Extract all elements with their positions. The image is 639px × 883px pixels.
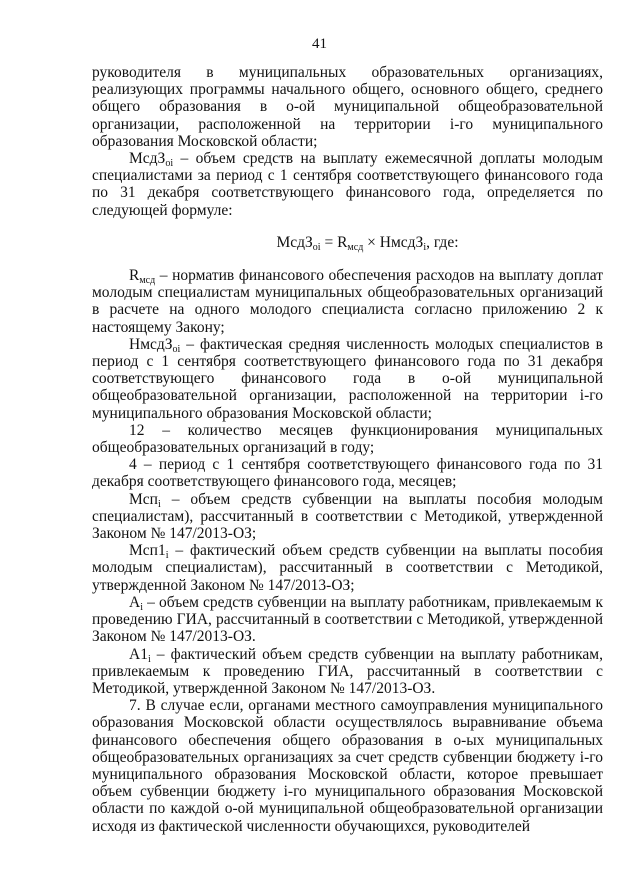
- term: А: [129, 593, 141, 611]
- definition-text: – объем средств субвенции на выплаты пособия молодым специалистам), рассчитанный в соответствии с Методикой, утвержденной Законом № 147/2013-ОЗ;: [92, 490, 603, 543]
- definition-text: – период с 1 сентября соответствующего финансового года по 31 декабря соответствующего финансового года, месяцев;: [92, 456, 603, 491]
- formula-lhs: МсдЗ: [276, 233, 313, 251]
- definitions-list: [92, 267, 603, 697]
- term-subscript: oi: [172, 343, 181, 355]
- term: Мсп: [129, 490, 158, 508]
- definition-text: – норматив финансового обеспечения расходов на выплату доплат молодым специалистам муниципальных общеобразовательных организаций в расчете на одного молодого специалиста согласно приложению 2 к настоящему Закону;: [92, 267, 603, 336]
- formula-mid: × НмсдЗ: [363, 233, 424, 251]
- definition-text: – фактический объем средств субвенции на выплаты пособия молодым специалистам), рассчитанный в соответствии с Методикой, утвержденной Законом № 147/2013-ОЗ;: [92, 542, 603, 594]
- term: 4: [129, 456, 137, 474]
- term: НмсдЗ: [129, 335, 173, 353]
- term-subscript: oi: [165, 158, 174, 170]
- definition-text: – количество месяцев функционирования муниципальных общеобразовательных организаций в году;: [92, 421, 603, 457]
- term-subscript: i: [157, 498, 161, 510]
- definition-text: – фактический объем средств субвенции на выплату работникам, привлекаемым к проведению ГИА, рассчитанный в соответствии с Методикой, утвержденной Законом № 147/2013-ОЗ.: [92, 645, 603, 697]
- formula-eq: = R: [320, 233, 348, 251]
- formula-lhs-subscript: oi: [312, 241, 321, 253]
- term-subscript: мсд: [139, 275, 156, 287]
- term-subscript: i: [140, 601, 143, 613]
- definition-item: [92, 422, 603, 456]
- term: R: [129, 267, 140, 285]
- formula-tail: , где:: [426, 233, 459, 251]
- formula-r-subscript: мсд: [347, 241, 364, 253]
- page-number: 41: [312, 36, 327, 52]
- definition-text: – фактическая средняя численность молодых специалистов в период с 1 сентября соответствующего финансового года по 31 декабря соответствующего финансового года в о-ой муниципальной общеобразовательной организации, расположенной на территории i-го муниципального образования Московской области;: [92, 335, 603, 422]
- definition-text: – объем средств субвенции на выплату работникам, привлекаемым к проведению ГИА, рассчитанный в соответствии с Методикой, утвержденной Законом № 147/2013-ОЗ.: [92, 593, 603, 646]
- definition-item: [92, 456, 603, 490]
- term: А1: [129, 645, 148, 663]
- term: Мсп1: [129, 542, 166, 560]
- definition-text: – объем средств на выплату ежемесячной доплаты молодым специалистами за период с 1 сентября соответствующего финансового года по 31 декабря соответствующего финансового года, определяется по следующей формуле:: [92, 150, 603, 219]
- definition-item: [92, 594, 603, 646]
- formula-mid-subscript: i: [423, 241, 427, 253]
- term-subscript: i: [165, 550, 169, 562]
- paragraph-msdz-definition: [92, 150, 603, 219]
- term: 12: [129, 421, 145, 439]
- term-subscript: i: [147, 653, 151, 665]
- definition-item: [92, 542, 603, 594]
- paragraph-section-7: 7. В случае если, органами местного самоуправления муниципального образования Московской области осуществлялось выравнивание объема финансового обеспечения общего образования в о-ых муниципальных общеобразовательных организациях за счет средств субвенции бюджету i-го муниципального образования Московской области, которое превышает объем субвенции бюджету i-го муниципального образования Московской области по каждой о-ой муниципальной общеобразовательной организации исходя из фактической численности обучающихся, руководителей: [92, 697, 603, 835]
- paragraph-intro: руководителя в муниципальных образовательных организациях, реализующих программы начального общего, основного общего, среднего общего образования в о-ой муниципальной общеобразовательной организации, расположенной на территории i-го муниципального образования Московской области;: [92, 64, 603, 150]
- term: МсдЗ: [129, 150, 166, 168]
- definition-item: [92, 491, 603, 543]
- formula: [132, 234, 603, 251]
- definition-item: [92, 336, 603, 422]
- document-body: [92, 64, 603, 835]
- definition-item: [92, 646, 603, 698]
- definition-item: [92, 267, 603, 336]
